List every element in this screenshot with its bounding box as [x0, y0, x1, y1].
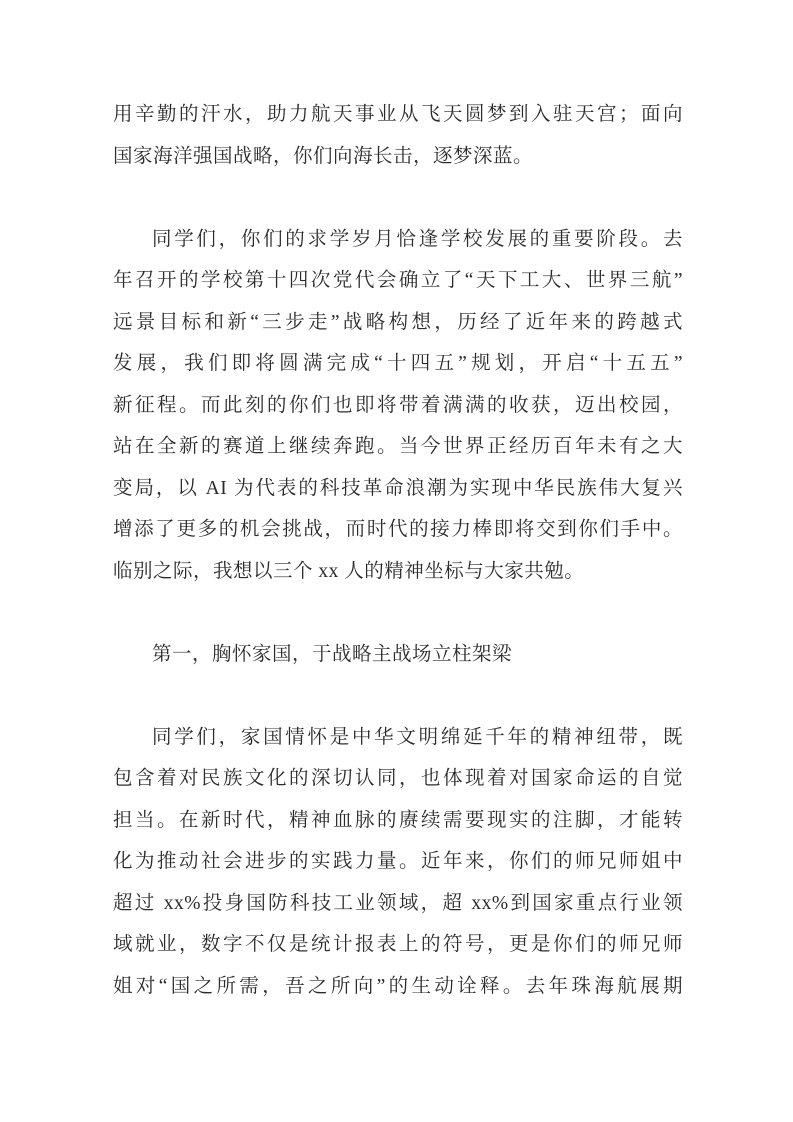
paragraph-school-development: [113, 219, 683, 593]
text-line: 用辛勤的汗水，助力航天事业从飞天圆梦到入驻天宫；面向: [113, 104, 683, 125]
text-line: 新征程。而此刻的你们也即将带着满满的收获，迈出校园，: [113, 394, 683, 416]
text-line: 站在全新的赛道上继续奔跑。当今世界正经历百年未有之大: [113, 436, 683, 457]
paragraph-national-sentiment: [113, 717, 683, 1008]
text-line: 变局，以 AI 为代表的科技革命浪潮为实现中华民族伟大复兴: [113, 477, 683, 499]
text-line: 发展，我们即将圆满完成“十四五”规划，开启“十五五”: [113, 353, 683, 374]
text-line: 包含着对民族文化的深切认同，也体现着对国家命运的自觉: [113, 768, 683, 789]
text-line: 担当。在新时代，精神血脉的赓续需要现实的注脚，才能转: [113, 809, 683, 831]
text-line: 远景目标和新“三步走”战略构想，历经了近年来的跨越式: [113, 311, 683, 333]
paragraph-ocean-aerospace: [113, 94, 683, 177]
text-line: 增添了更多的机会挑战，而时代的接力棒即将交到你们手中。: [113, 519, 683, 540]
text-line: 国家海洋强国战略，你们向海长击，逐梦深蓝。: [113, 145, 534, 167]
document-text-body: [113, 94, 683, 1007]
text-line: 年召开的学校第十四次党代会确立了“天下工大、世界三航”: [113, 270, 683, 291]
text-line: 化为推动社会进步的实践力量。近年来，你们的师兄师姐中: [113, 851, 683, 872]
text-line: 域就业，数字不仅是统计报表上的符号，更是你们的师兄师: [113, 934, 683, 955]
text-line: 临别之际，我想以三个 xx 人的精神坐标与大家共勉。: [113, 560, 585, 582]
text-line: 同学们，你们的求学岁月恰逢学校发展的重要阶段。去: [152, 228, 683, 250]
text-line: 超过 xx%投身国防科技工业领域，超 xx%到国家重点行业领: [113, 892, 683, 914]
text-line: 姐对“国之所需，吾之所向”的生动诠释。去年珠海航展期: [113, 975, 683, 997]
text-line: 同学们，家国情怀是中华文明绵延千年的精神纽带，既: [152, 726, 683, 748]
heading-line: 第一，胸怀家国，于战略主战场立柱架梁: [152, 643, 513, 665]
section-heading-first-point: [113, 634, 683, 676]
